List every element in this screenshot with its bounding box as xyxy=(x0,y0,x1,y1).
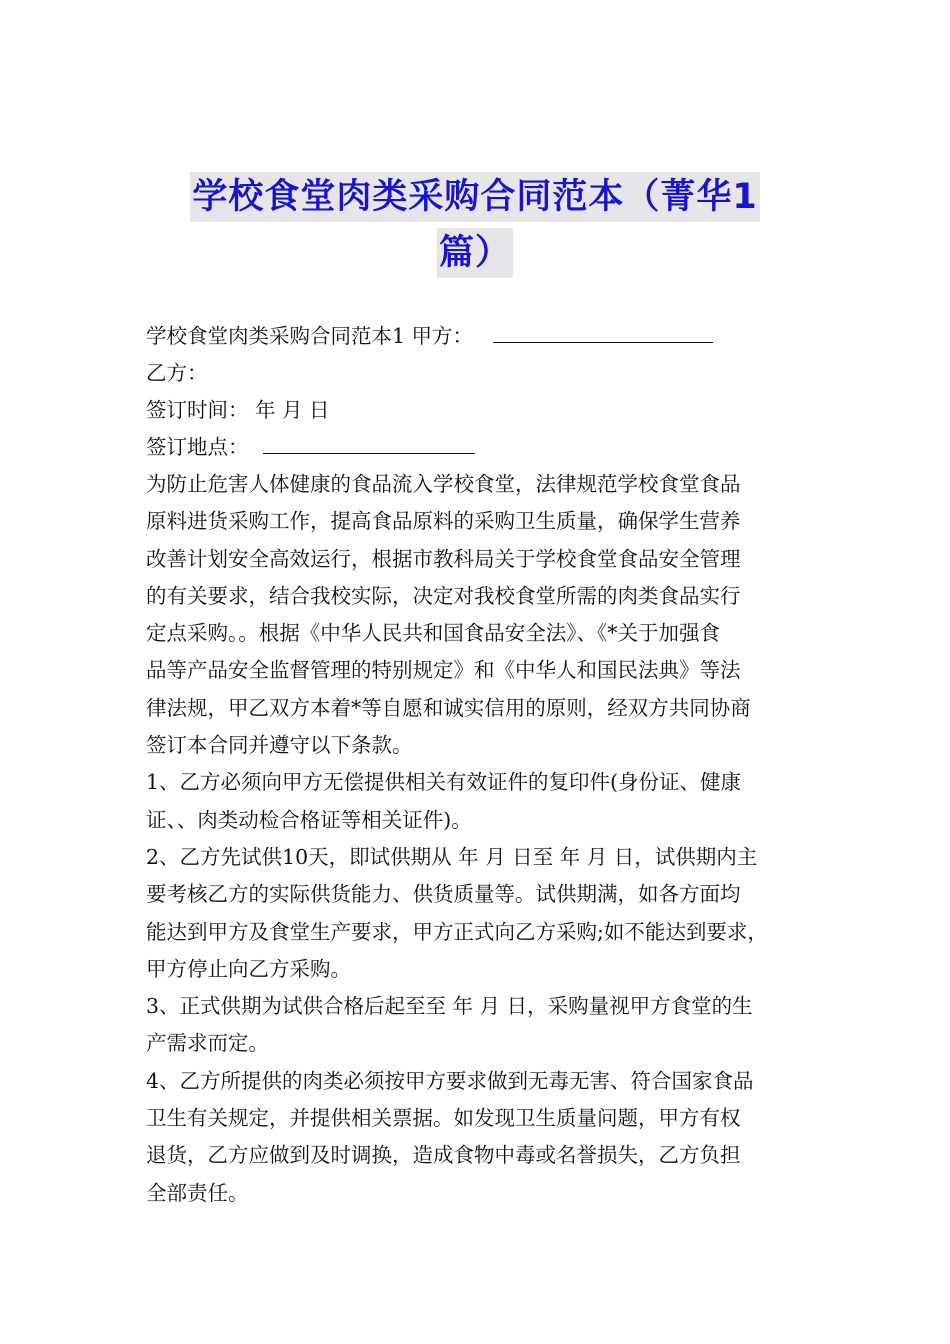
intro-line: 定点采购。。根据《中华人民共和国食品安全法》、《*关于加强食 xyxy=(146,621,720,646)
intro-line: 原料进货采购工作，提高食品原料的采购卫生质量，确保学生营养 xyxy=(146,509,741,534)
clause-line: 2、乙方先试供10天，即试供期从 年 月 日至 年 月 日，试供期内主 xyxy=(146,844,758,869)
intro-paragraph xyxy=(146,466,812,764)
clause-line: 4、乙方所提供的肉类必须按甲方要求做到无毒无害、符合国家食品 xyxy=(146,1068,754,1093)
document-title xyxy=(100,172,850,278)
clause-line: 要考核乙方的实际供货能力、供货质量等。试供期满，如各方面均 xyxy=(146,882,741,907)
sign-place-blank xyxy=(263,433,475,454)
clause-3 xyxy=(146,988,812,1063)
clause-line: 全部责任。 xyxy=(146,1180,249,1205)
intro-line: 为防止危害人体健康的食品流入学校食堂，法律规范学校食堂食品 xyxy=(146,472,741,496)
clause-2 xyxy=(146,839,812,988)
sign-date-line: 签订时间： 年 月 日 xyxy=(146,398,330,422)
party-a-line xyxy=(146,318,812,355)
intro-line: 的有关要求，结合我校实际，决定对我校食堂所需的肉类食品实行 xyxy=(146,583,741,608)
clause-line: 1、乙方必须向甲方无偿提供相关有效证件的复印件(身份证、健康 xyxy=(146,770,742,795)
title-line-2: 篇） xyxy=(437,228,513,278)
sign-place-label: 签订地点： xyxy=(146,435,249,459)
clause-line: 能达到甲方及食堂生产要求，甲方正式向乙方采购;如不能达到要求， xyxy=(146,919,768,944)
clause-line: 甲方停止向乙方采购。 xyxy=(146,956,351,981)
intro-line: 改善计划安全高效运行，根据市教科局关于学校食堂食品安全管理 xyxy=(146,546,741,571)
clause-4 xyxy=(146,1063,812,1212)
clause-line: 卫生有关规定，并提供相关票据。如发现卫生质量问题，甲方有权 xyxy=(146,1106,741,1131)
intro-line: 签订本合同并遵守以下条款。 xyxy=(146,733,413,758)
clause-line: 3、正式供期为试供合格后起至至 年 月 日，采购量视甲方食堂的生 xyxy=(146,994,753,1019)
intro-line: 品等产品安全监督管理的特别规定》和《中华人和国民法典》等法 xyxy=(146,658,741,683)
party-a-blank xyxy=(493,322,713,343)
clause-line: 退货，乙方应做到及时调换，造成食物中毒或名誉损失，乙方负担 xyxy=(146,1143,741,1168)
clause-line: 产需求而定。 xyxy=(146,1031,269,1056)
sign-place-line xyxy=(146,429,812,466)
title-line-1: 学校食堂肉类采购合同范本（菁华1 xyxy=(190,172,759,222)
clause-line: 证、、肉类动检合格证等相关证件)。 xyxy=(146,807,472,832)
document-body xyxy=(146,318,812,1212)
party-a-label: 学校食堂肉类采购合同范本1 甲方： xyxy=(146,324,474,348)
party-b-line: 乙方： xyxy=(146,361,208,385)
clause-1 xyxy=(146,764,812,839)
intro-line: 律法规，甲乙双方本着*等自愿和诚实信用的原则，经双方共同协商 xyxy=(146,695,751,720)
